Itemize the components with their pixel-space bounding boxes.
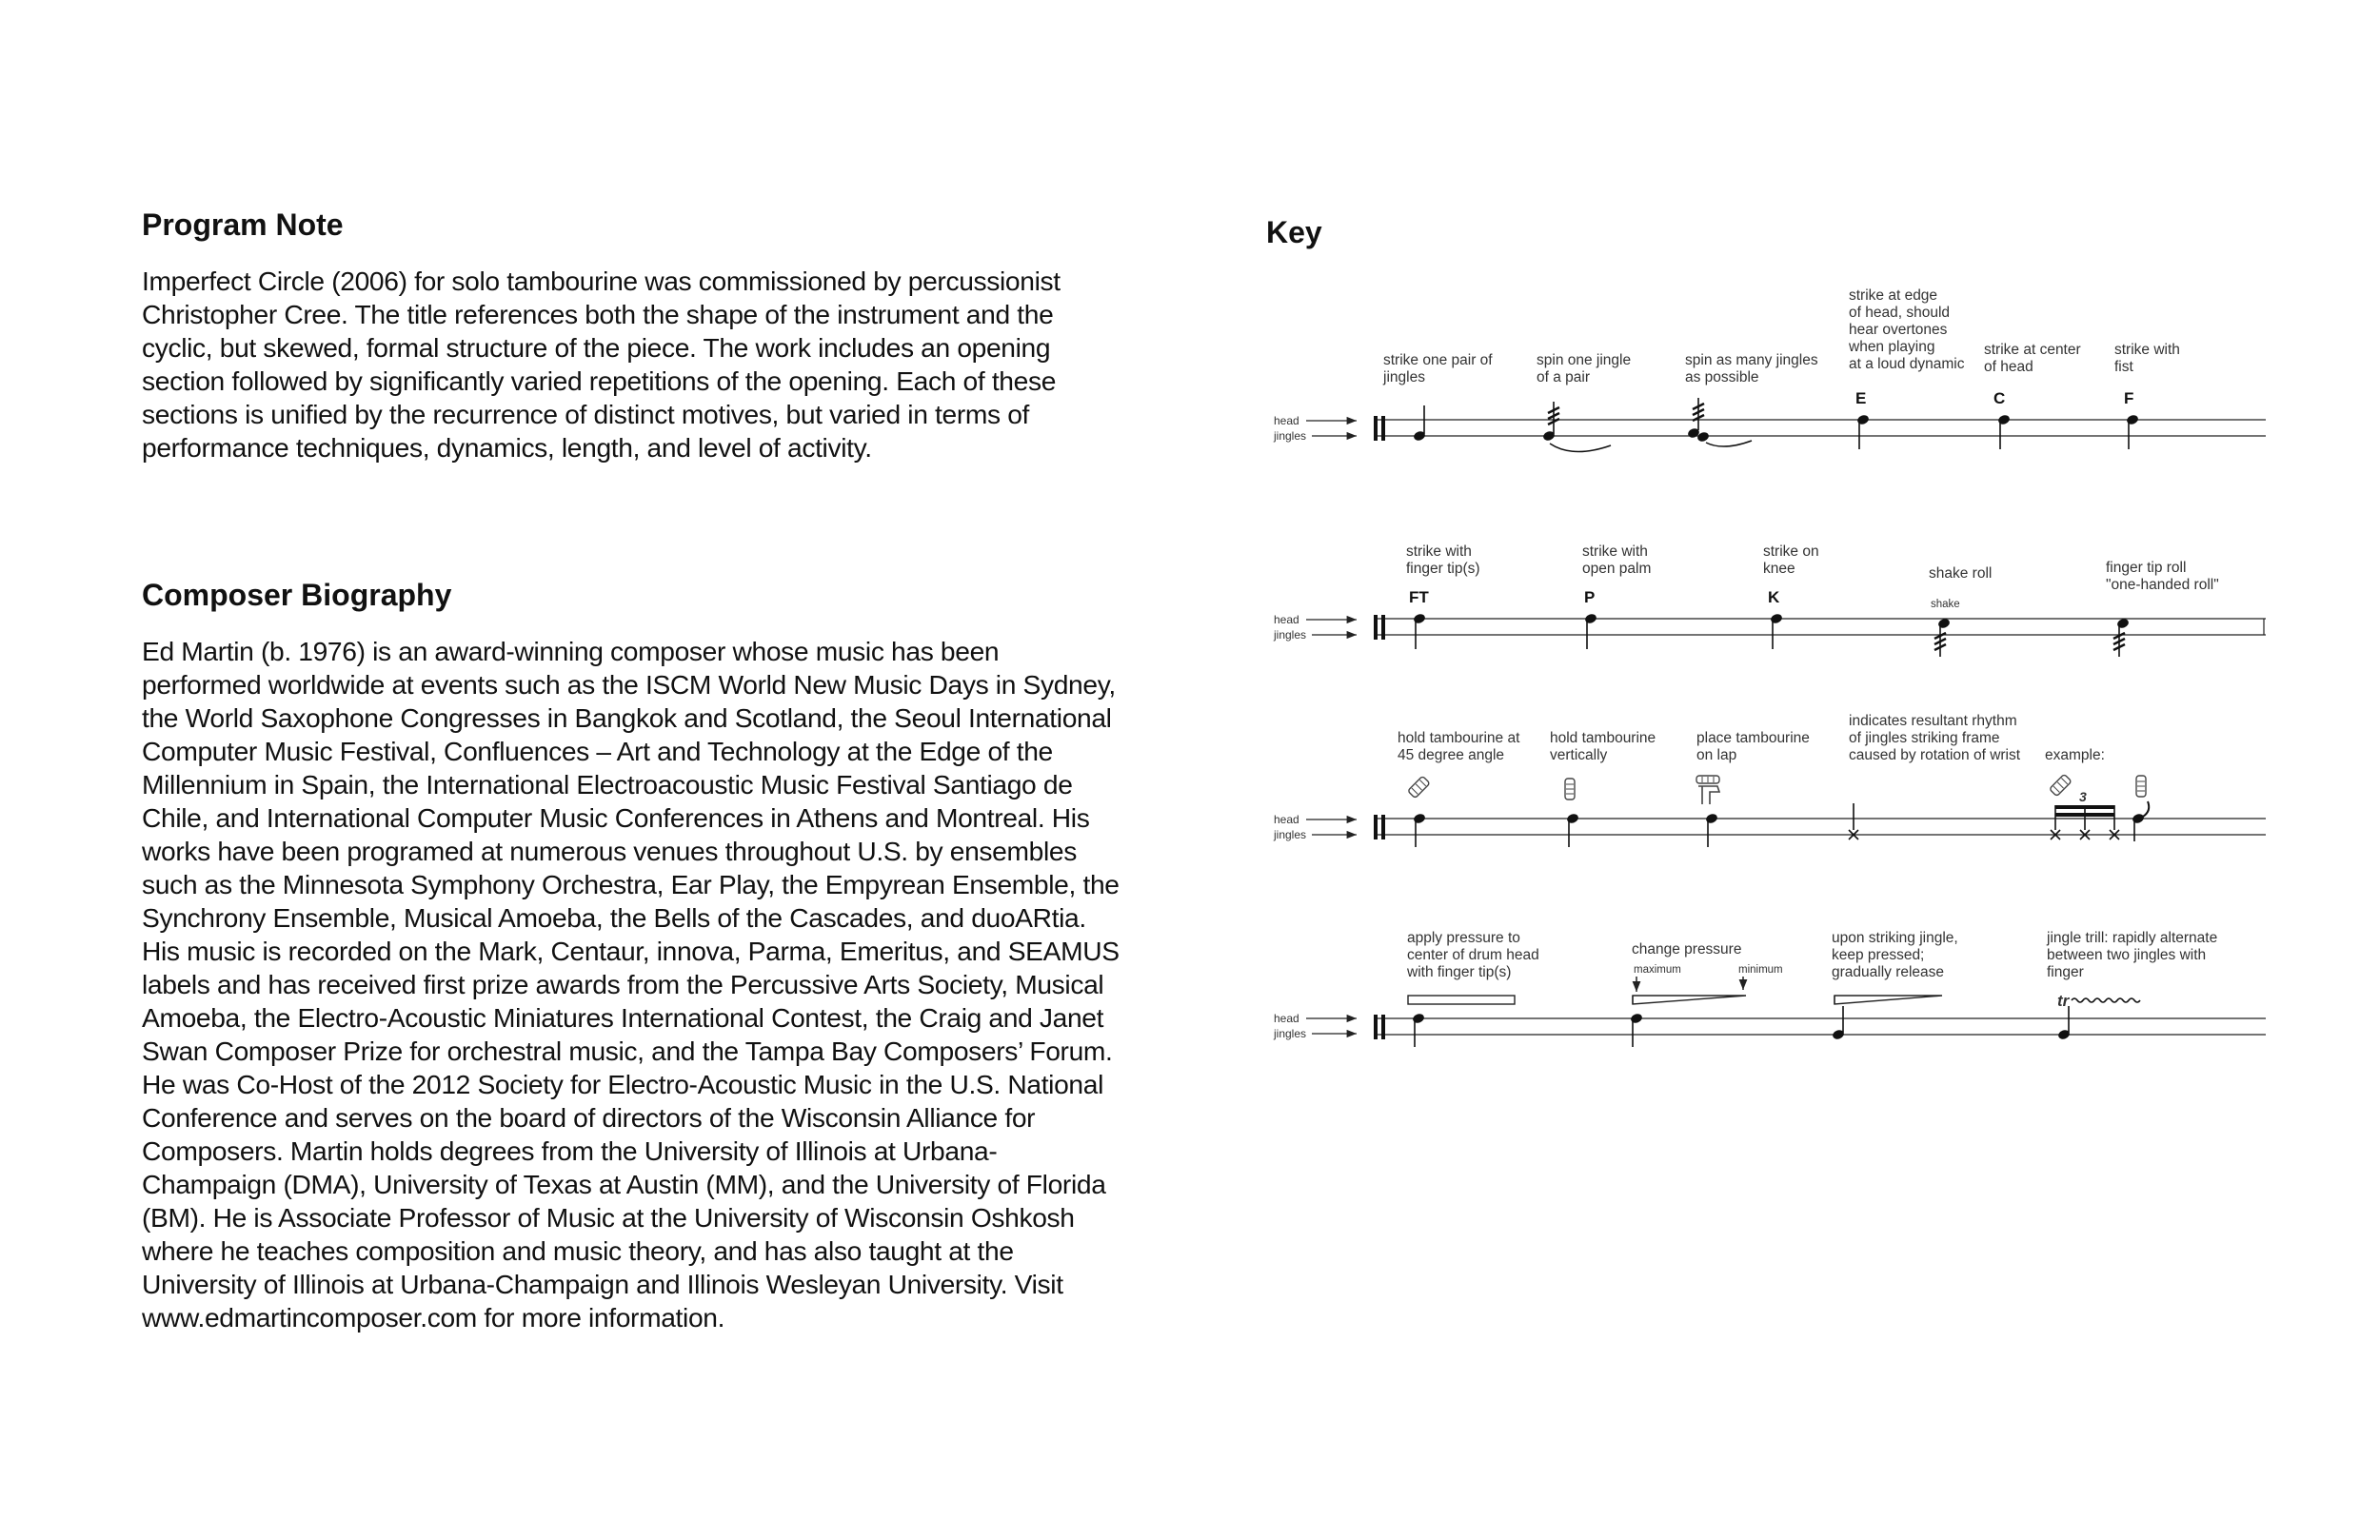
key-row-4 bbox=[1273, 930, 2266, 1047]
svg-text:example:: example: bbox=[2045, 747, 2105, 763]
svg-text:FT: FT bbox=[1409, 588, 1429, 606]
svg-text:strike withopen palm: strike with open palm bbox=[1582, 543, 1652, 577]
text-line: Synchrony Ensemble, Musical Amoeba, the Bells of the Cascades, and duoARtia. bbox=[142, 902, 1086, 933]
text-line: Ed Martin (b. 1976) is an award-winning composer whose music has been bbox=[142, 636, 1000, 666]
text-line: labels and has received first prize awards from the Percussive Arts Society, Musical bbox=[142, 969, 1104, 999]
symbol-spin-one-jingle bbox=[1537, 352, 1631, 452]
svg-text:spin as many jinglesas possibl: spin as many jingles as possible bbox=[1685, 352, 1818, 385]
symbol-shake-roll bbox=[1929, 565, 1992, 657]
symbol-angle-45 bbox=[1398, 730, 1520, 847]
svg-text:finger tip roll"one-handed rol: finger tip roll "one-handed roll" bbox=[2106, 560, 2219, 593]
barline bbox=[1381, 1015, 1385, 1039]
svg-text:strike at edge of head: strike at edge of head, should hear overtones when playing at a loud dynamic bbox=[1849, 287, 1965, 372]
symbol-lap bbox=[1696, 730, 1810, 847]
program-note-text bbox=[142, 265, 1061, 464]
symbol-change-pressure bbox=[1630, 941, 1783, 1047]
biography-heading: Composer Biography bbox=[142, 578, 452, 612]
symbol-strike-fist bbox=[2114, 342, 2180, 449]
key-row-1 bbox=[1273, 287, 2266, 452]
text-line: the World Saxophone Congresses in Bangkok and Scotland, the Seoul International bbox=[142, 702, 1112, 733]
symbol-knee bbox=[1763, 543, 1819, 649]
symbol-keep-pressed bbox=[1832, 930, 1962, 1040]
biography-text bbox=[142, 635, 1120, 1334]
text-line: sections is unified by the recurrence of distinct motives, but varied in terms of bbox=[142, 399, 1030, 429]
head-label: head bbox=[1274, 1012, 1299, 1025]
key-heading: Key bbox=[1266, 215, 1322, 249]
barline bbox=[1381, 416, 1385, 441]
head-label: head bbox=[1274, 414, 1299, 427]
text-line: Chile, and International Computer Music Conferences in Athens and Montreal. His bbox=[142, 802, 1090, 833]
vertical-tambourine-icon bbox=[1565, 779, 1575, 800]
symbol-finger-tip-roll bbox=[2106, 560, 2219, 657]
head-label: head bbox=[1274, 613, 1299, 626]
svg-text:F: F bbox=[2124, 389, 2134, 407]
text-line: www.edmartincomposer.com for more information. bbox=[142, 1302, 725, 1333]
symbol-jingle-strike bbox=[1382, 352, 1493, 442]
text-line: He was Co-Host of the 2012 Society for Electro-Acoustic Music in the U.S. National bbox=[142, 1069, 1103, 1099]
head-label: head bbox=[1274, 813, 1299, 826]
symbol-vertical bbox=[1550, 730, 1656, 847]
text-line: Computer Music Festival, Confluences – Art and Technology at the Edge of the bbox=[142, 736, 1053, 766]
barline bbox=[1374, 416, 1378, 441]
svg-text:P: P bbox=[1584, 588, 1596, 606]
tilted-tambourine-icon bbox=[2050, 774, 2072, 796]
vertical-tambourine-icon bbox=[2136, 776, 2146, 797]
text-line: His music is recorded on the Mark, Centaur, innova, Parma, Emeritus, and SEAMUS bbox=[142, 936, 1120, 966]
svg-text:strike one pair ofjingles: strike one pair of jingles bbox=[1383, 352, 1493, 385]
text-line: Conference and serves on the board of directors of the Wisconsin Alliance for bbox=[142, 1102, 1036, 1133]
symbol-spin-many-jingles bbox=[1685, 352, 1818, 446]
program-note-heading: Program Note bbox=[142, 207, 344, 242]
svg-text:hold tambourine at45 degree an: hold tambourine at 45 degree angle bbox=[1398, 730, 1520, 763]
text-line: Millennium in Spain, the International Electroacoustic Music Festival Santiago de bbox=[142, 769, 1073, 800]
svg-text:maximum: maximum bbox=[1634, 964, 1681, 976]
barline bbox=[1374, 615, 1378, 640]
jingles-label: jingles bbox=[1274, 1027, 1307, 1040]
text-line: University of Illinois at Urbana-Champaign and Illinois Wesleyan University. Visit bbox=[142, 1269, 1063, 1299]
symbol-resultant-rhythm bbox=[1849, 713, 2021, 839]
text-line: Amoeba, the Electro-Acoustic Miniatures International Contest, the Craig and Janet bbox=[142, 1002, 1104, 1033]
symbol-example bbox=[2045, 747, 2149, 841]
key-row-3 bbox=[1273, 713, 2266, 847]
text-line: Champaign (DMA), University of Texas at Austin (MM), and the University of Florida bbox=[142, 1169, 1106, 1199]
svg-text:K: K bbox=[1768, 588, 1780, 606]
lap-icon bbox=[1696, 776, 1719, 804]
tilted-tambourine-icon bbox=[1408, 776, 1430, 798]
svg-text:strike onknee: strike on knee bbox=[1763, 543, 1819, 577]
barline bbox=[1381, 815, 1385, 839]
svg-text:place tambourineon lap: place tambourine on lap bbox=[1696, 730, 1810, 763]
text-line: cyclic, but skewed, formal structure of the piece. The work includes an opening bbox=[142, 332, 1051, 363]
text-line: where he teaches composition and music theory, and has also taught at the bbox=[142, 1235, 1014, 1266]
symbol-jingle-trill bbox=[2046, 930, 2222, 1040]
text-line: performance techniques, dynamics, length, and level of activity. bbox=[142, 432, 872, 463]
svg-text:indicates resultant rhythm: indicates resultant rhythm of jingles striking frame caused by rotation of wrist bbox=[1849, 713, 2021, 763]
text-line: Imperfect Circle (2006) for solo tambourine was commissioned by percussionist bbox=[142, 266, 1061, 296]
jingles-label: jingles bbox=[1274, 628, 1307, 642]
svg-text:E: E bbox=[1855, 389, 1867, 407]
svg-text:strike at centerof head: strike at center of head bbox=[1984, 342, 2081, 375]
svg-text:apply pressure to cent: apply pressure to center of drum head with finger tip(s) bbox=[1407, 930, 1539, 980]
text-line: section followed by significantly varied repetitions of the opening. Each of these bbox=[142, 365, 1057, 396]
svg-text:strike withfist: strike with fist bbox=[2114, 342, 2180, 375]
symbol-strike-center bbox=[1984, 342, 2081, 449]
symbol-strike-edge bbox=[1848, 287, 1965, 449]
svg-text:minimum: minimum bbox=[1738, 964, 1783, 976]
text-line: Composers. Martin holds degrees from the University of Illinois at Urbana- bbox=[142, 1135, 998, 1166]
svg-text:hold tambourinevertically: hold tambourine vertically bbox=[1550, 730, 1656, 763]
svg-text:shake: shake bbox=[1931, 599, 1960, 610]
notation-key-diagram bbox=[1238, 267, 2285, 1076]
svg-text:jingle trill: rapidly alternat: jingle trill: rapidly alternate between two jingles with finger bbox=[2047, 930, 2218, 980]
text-line: such as the Minnesota Symphony Orchestra, Ear Play, the Empyrean Ensemble, the bbox=[142, 869, 1120, 899]
svg-text:3: 3 bbox=[2079, 789, 2087, 804]
jingles-label: jingles bbox=[1274, 429, 1307, 443]
symbol-apply-pressure bbox=[1406, 930, 1543, 1047]
svg-text:C: C bbox=[1993, 389, 2006, 407]
text-line: (BM). He is Associate Professor of Music at the University of Wisconsin Oshkosh bbox=[142, 1202, 1075, 1233]
text-line: Swan Composer Prize for orchestral music, and the Tampa Bay Composers’ Forum. bbox=[142, 1036, 1113, 1066]
svg-text:upon striking jingle,: upon striking jingle, keep pressed; gradually release bbox=[1832, 930, 1958, 980]
symbol-finger-tip bbox=[1406, 543, 1480, 649]
svg-text:shake roll: shake roll bbox=[1929, 565, 1993, 582]
svg-text:strike withfinger tip(s): strike with finger tip(s) bbox=[1406, 543, 1480, 577]
barline bbox=[1374, 1015, 1378, 1039]
symbol-open-palm bbox=[1582, 543, 1651, 649]
svg-text:tr: tr bbox=[2057, 992, 2070, 1010]
text-line: Christopher Cree. The title references both the shape of the instrument and the bbox=[142, 299, 1054, 329]
jingles-label: jingles bbox=[1274, 828, 1307, 841]
barline bbox=[1381, 615, 1385, 640]
svg-text:change pressure: change pressure bbox=[1632, 941, 1742, 958]
barline bbox=[1374, 815, 1378, 839]
text-line: performed worldwide at events such as the ISCM World New Music Days in Sydney, bbox=[142, 669, 1116, 700]
key-row-2 bbox=[1273, 543, 2266, 657]
text-line: works have been programed at numerous venues throughout U.S. by ensembles bbox=[142, 836, 1077, 866]
svg-text:spin one jingleof a pair: spin one jingle of a pair bbox=[1537, 352, 1632, 385]
